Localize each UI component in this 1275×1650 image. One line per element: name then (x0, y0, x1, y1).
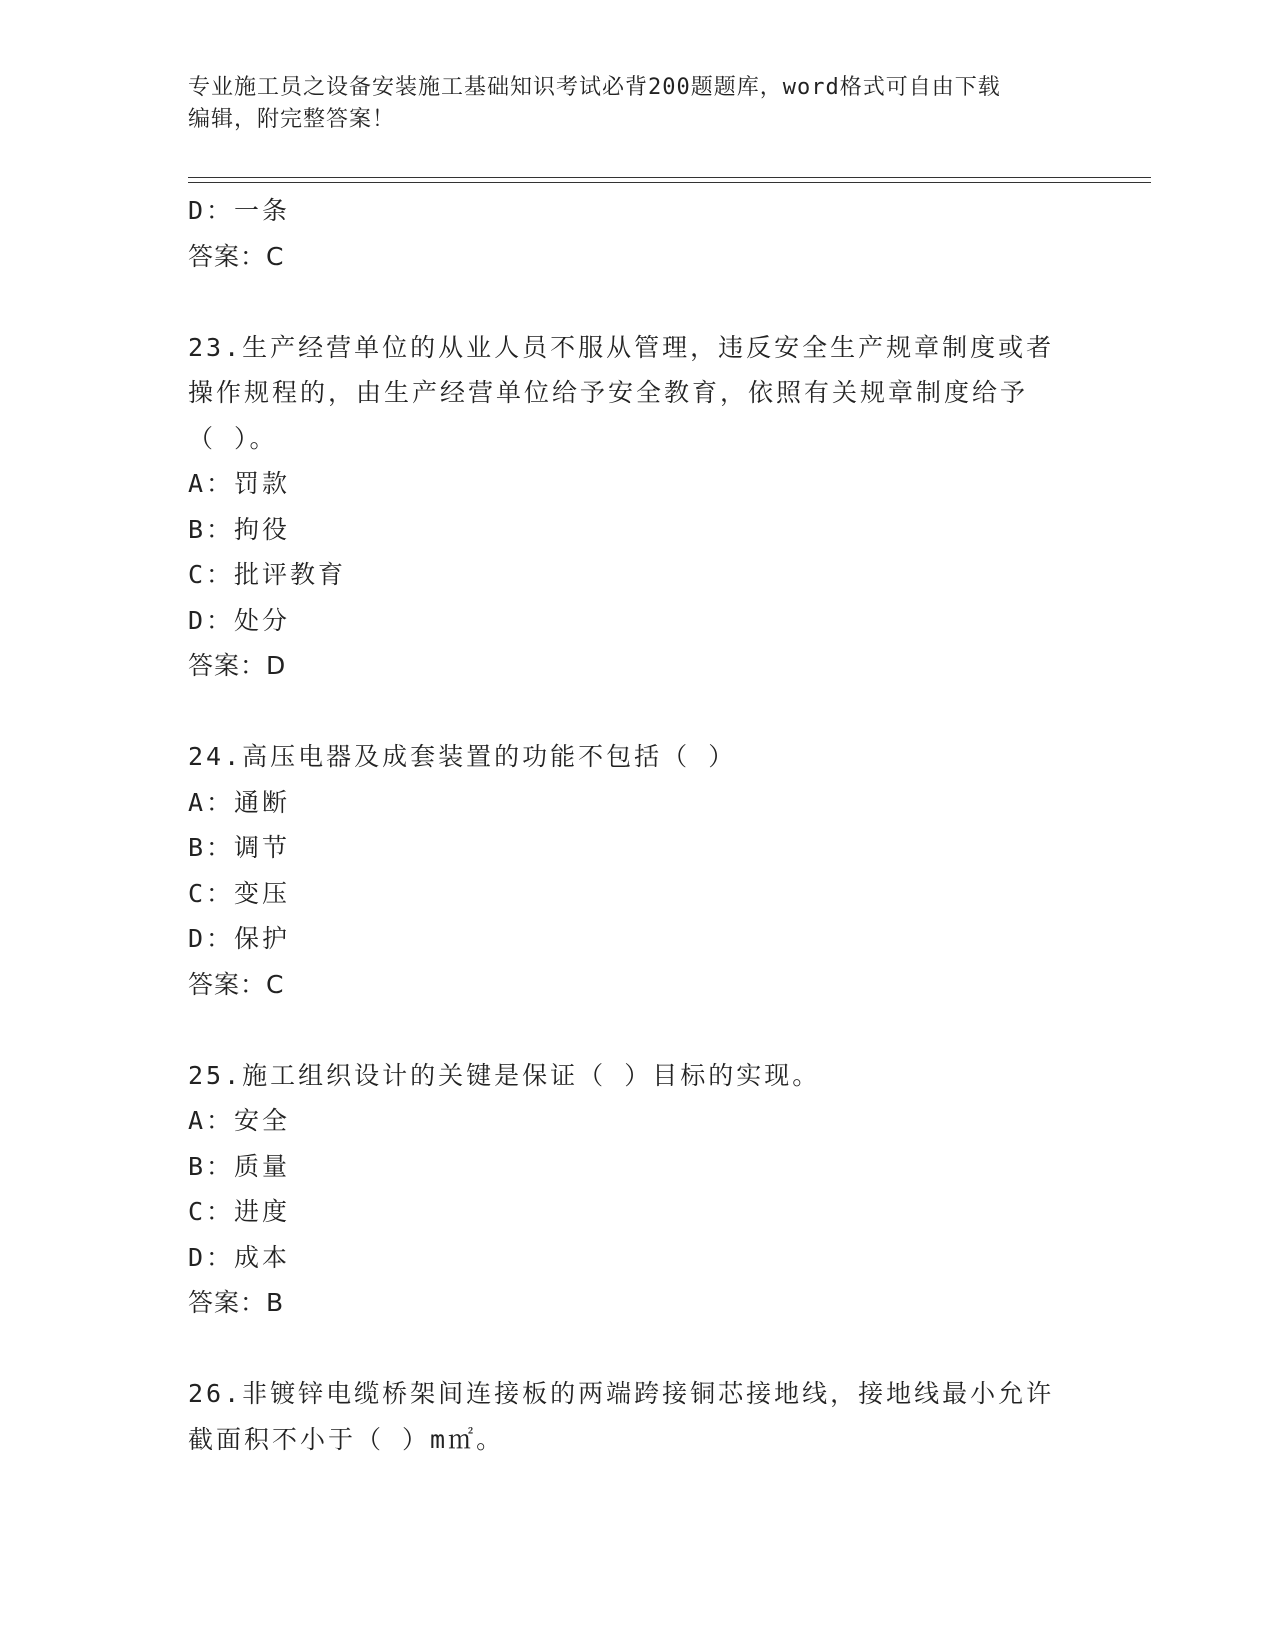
option-c: C：变压 (188, 878, 291, 908)
spacer (188, 279, 1088, 325)
document-header (188, 72, 1088, 136)
question-26 (188, 1371, 1088, 1462)
answer: 答案：C (188, 241, 285, 271)
option-a: A：罚款 (188, 469, 291, 498)
header-rule-top (188, 177, 1151, 178)
question-text-line: 23.生产经营单位的从业人员不服从管理，违反安全生产规章制度或者 (188, 332, 1055, 362)
option-b: B：拘役 (188, 514, 291, 544)
question-25 (188, 1053, 1088, 1326)
spacer (188, 1326, 1088, 1372)
option-d: D：处分 (188, 605, 291, 635)
option-b: B：调节 (188, 833, 291, 862)
option-c: C：批评教育 (188, 560, 347, 589)
question-text-line: 26.非镀锌电缆桥架间连接板的两端跨接铜芯接地线，接地线最小允许 (188, 1379, 1055, 1408)
option-d: D：保护 (188, 924, 291, 953)
question-text-line: （ ）。 (188, 423, 278, 453)
question-text-line: 25.施工组织设计的关键是保证（ ）目标的实现。 (188, 1060, 821, 1090)
header-line-1: 专业施工员之设备安装施工基础知识考试必背200题题库，word格式可自由下载 (188, 75, 1001, 100)
question-text-line: 截面积不小于（ ）m㎡。 (188, 1424, 505, 1454)
question-text-line: 操作规程的，由生产经营单位给予安全教育，依照有关规章制度给予 (188, 378, 1029, 407)
spacer (188, 689, 1088, 735)
option-c: C：进度 (188, 1197, 291, 1226)
previous-question-tail (188, 188, 1088, 279)
question-list (188, 188, 1088, 1462)
header-line-2: 编辑，附完整答案！ (188, 107, 396, 132)
answer: 答案：D (188, 651, 287, 680)
question-23 (188, 325, 1088, 689)
option-a: A：安全 (188, 1106, 291, 1135)
question-text-line: 24.高压电器及成套装置的功能不包括（ ） (188, 742, 737, 771)
header-rule-bottom (188, 182, 1151, 183)
option-d: D：成本 (188, 1242, 291, 1272)
option-a: A：通断 (188, 787, 291, 817)
option-d: D：一条 (188, 196, 291, 225)
option-b: B：质量 (188, 1151, 291, 1181)
answer: 答案：B (188, 1288, 285, 1317)
question-24 (188, 734, 1088, 1007)
spacer (188, 1007, 1088, 1053)
answer: 答案：C (188, 969, 285, 999)
